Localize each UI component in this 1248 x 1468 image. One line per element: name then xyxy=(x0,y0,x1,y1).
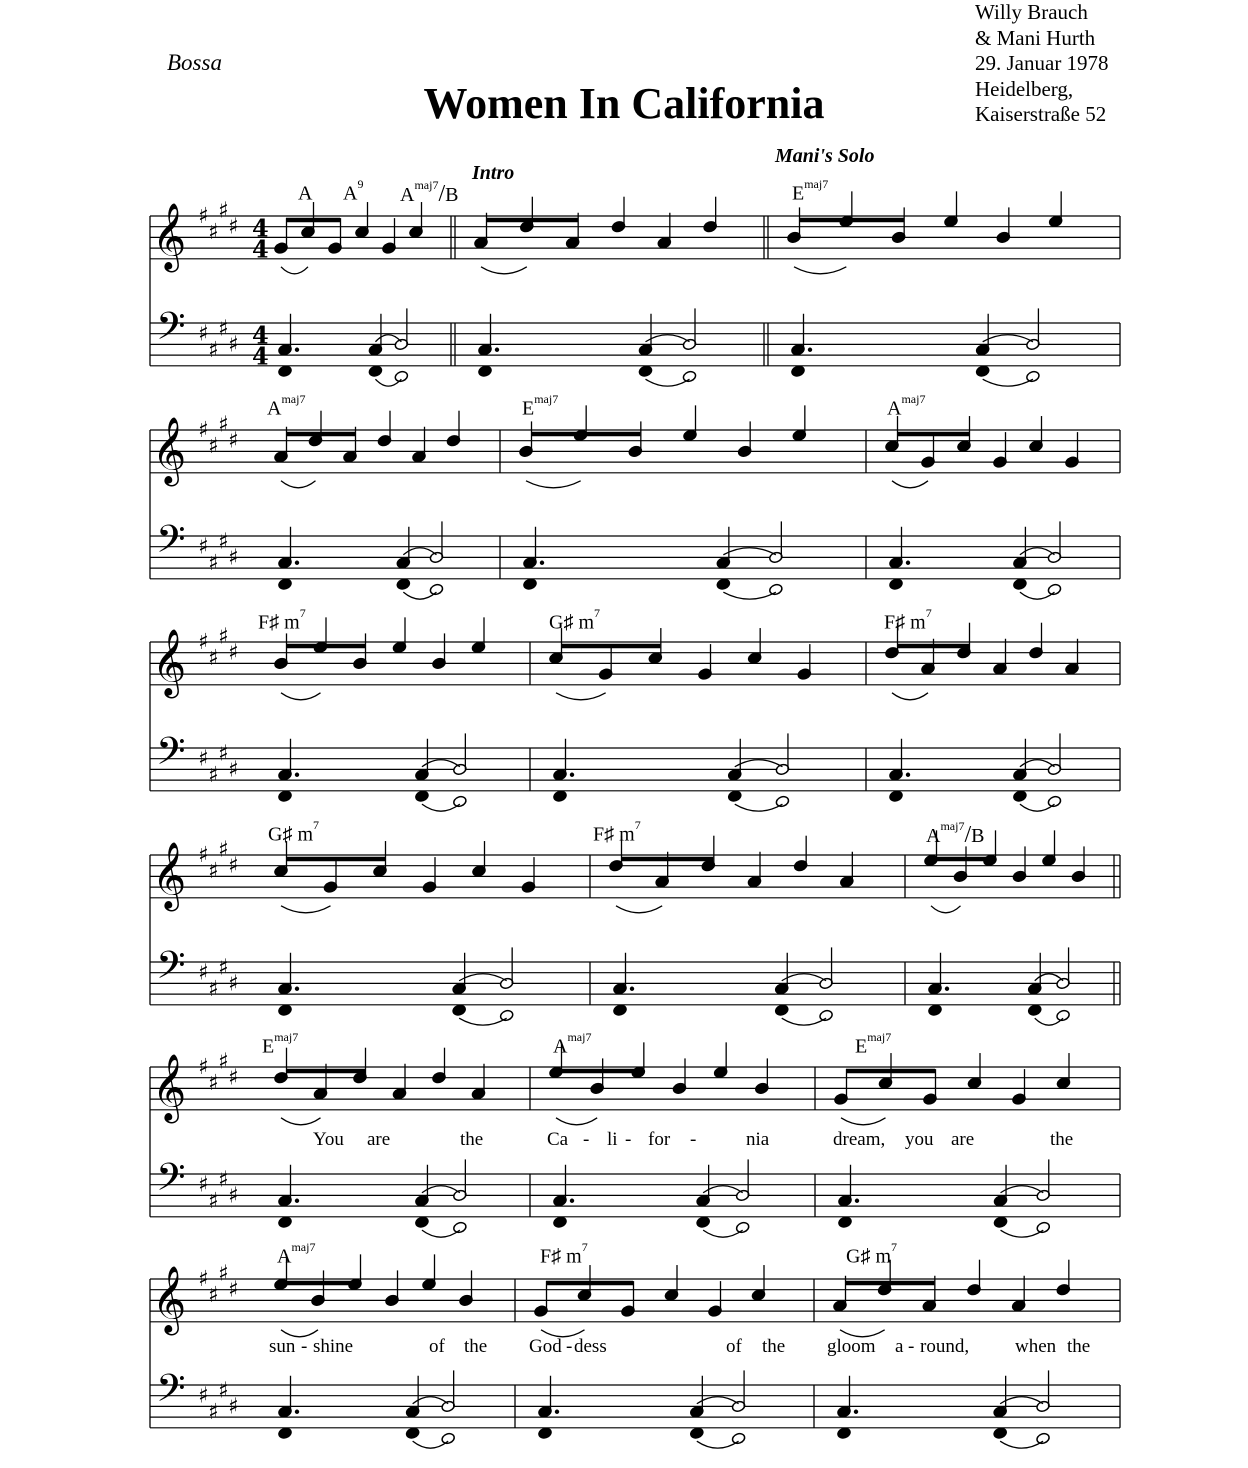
tie xyxy=(723,548,775,555)
bass-clef: 𝄢 xyxy=(156,516,186,571)
treble-clef: 𝄞 xyxy=(152,627,187,696)
dot xyxy=(906,773,910,777)
key-signature-sharp: ♯ xyxy=(208,550,219,576)
key-signature-sharp: ♯ xyxy=(218,1167,229,1193)
notehead xyxy=(553,1216,568,1229)
key-signature-sharp: ♯ xyxy=(218,955,229,981)
tie xyxy=(723,592,775,599)
tie xyxy=(782,1018,826,1025)
chord-symbol: $A^{maj7}$ xyxy=(553,1030,592,1058)
notehead xyxy=(889,790,904,803)
treble-clef: 𝄞 xyxy=(152,1264,187,1333)
lyric-syllable: of xyxy=(429,1336,445,1357)
lyric-syllable: gloom xyxy=(827,1336,876,1357)
notehead xyxy=(452,795,467,808)
dot xyxy=(295,348,299,352)
tie xyxy=(841,1118,886,1125)
notehead xyxy=(452,1004,467,1017)
dot xyxy=(295,773,299,777)
notehead xyxy=(1013,790,1028,803)
chord-symbol: $A^{maj7}$ xyxy=(267,392,306,420)
chord-symbol: G♯ $m^7$ xyxy=(846,1240,897,1268)
key-signature-sharp: ♯ xyxy=(228,757,239,783)
bass-clef: 𝄢 xyxy=(156,942,186,997)
notehead xyxy=(538,1427,553,1440)
notehead xyxy=(727,790,742,803)
credit-line: Willy Brauch xyxy=(975,0,1088,24)
lyric-syllable: the xyxy=(762,1336,786,1357)
staff-system-4 xyxy=(150,830,1120,1025)
tempo-marking: Bossa xyxy=(167,50,222,75)
notehead xyxy=(791,365,806,378)
chord-symbol: F♯ $m^7$ xyxy=(258,606,306,634)
notehead xyxy=(396,578,411,591)
credit-line: Heidelberg, xyxy=(975,76,1074,101)
notehead xyxy=(278,365,293,378)
dot xyxy=(906,561,910,565)
key-signature-sharp: ♯ xyxy=(218,529,229,555)
dot xyxy=(854,1410,858,1414)
notehead xyxy=(429,583,444,596)
notehead xyxy=(405,1427,420,1440)
lyric-syllable: the xyxy=(460,1129,484,1150)
notehead xyxy=(993,1427,1008,1440)
key-signature-sharp: ♯ xyxy=(208,976,219,1002)
notehead xyxy=(837,1427,852,1440)
notehead xyxy=(368,365,383,378)
dot xyxy=(808,348,812,352)
tie xyxy=(556,1118,597,1125)
staff-system-3 xyxy=(150,617,1120,811)
key-signature-sharp: ♯ xyxy=(198,1267,209,1292)
lyric-syllable: you xyxy=(905,1129,934,1150)
notehead xyxy=(819,1009,834,1022)
dot xyxy=(570,773,574,777)
notehead xyxy=(1036,1432,1051,1445)
lyric-syllable: nia xyxy=(746,1129,770,1150)
lyric-syllable: are xyxy=(951,1129,975,1150)
lyric-hyphen: - xyxy=(625,1129,632,1150)
notehead xyxy=(478,365,493,378)
bass-clef: 𝄢 xyxy=(156,303,186,358)
key-signature-sharp: ♯ xyxy=(228,640,239,666)
lyric-syllable: shine xyxy=(313,1336,354,1357)
notehead xyxy=(452,1221,467,1234)
notehead xyxy=(689,1427,704,1440)
chord-symbol: $E^{maj7}$ xyxy=(792,177,829,205)
key-signature-sharp: ♯ xyxy=(228,853,239,879)
key-signature-sharp: ♯ xyxy=(198,1383,209,1409)
lyric-syllable: Ca xyxy=(547,1129,569,1150)
key-signature-sharp: ♯ xyxy=(198,630,209,655)
tie xyxy=(794,267,846,274)
notehead xyxy=(278,1427,293,1440)
key-signature-sharp: ♯ xyxy=(218,1261,229,1287)
key-signature-sharp: ♯ xyxy=(228,1183,239,1209)
lyric-syllable: when xyxy=(1015,1336,1057,1357)
time-signature-numerator: 4 xyxy=(252,213,269,243)
dot xyxy=(630,987,634,991)
notehead xyxy=(415,790,430,803)
dot xyxy=(295,1410,299,1414)
tie xyxy=(1001,1186,1044,1193)
lyric-hyphen: - xyxy=(583,1129,590,1150)
tie xyxy=(459,1018,507,1025)
key-signature-sharp: ♯ xyxy=(198,204,209,229)
notehead xyxy=(638,365,653,378)
key-signature-sharp: ♯ xyxy=(208,1071,219,1097)
key-signature-sharp: ♯ xyxy=(208,220,219,246)
chord-symbol: $E^{maj7}$ xyxy=(262,1030,299,1058)
tie xyxy=(459,974,507,981)
section-label-intro: Intro xyxy=(472,162,515,184)
key-signature-sharp: ♯ xyxy=(198,1055,209,1080)
key-signature-sharp: ♯ xyxy=(218,1049,229,1075)
key-signature-sharp: ♯ xyxy=(198,418,209,443)
notehead xyxy=(523,578,538,591)
lyric-syllable: a xyxy=(895,1336,904,1357)
notehead xyxy=(731,1432,746,1445)
tie xyxy=(481,267,527,274)
notehead xyxy=(394,370,409,383)
credit-line: 29. Januar 1978 xyxy=(975,51,1109,75)
tie xyxy=(983,379,1033,386)
notehead xyxy=(889,578,904,591)
key-signature-sharp: ♯ xyxy=(208,1188,219,1214)
lyric-syllable: li xyxy=(607,1129,618,1150)
key-signature-sharp: ♯ xyxy=(228,214,239,240)
staff-system-5 xyxy=(150,1042,1120,1237)
dot xyxy=(495,348,499,352)
lyric-syllable: the xyxy=(1067,1336,1091,1357)
notehead xyxy=(928,1004,943,1017)
key-signature-sharp: ♯ xyxy=(198,960,209,986)
tie xyxy=(526,481,581,488)
chord-symbol: $A^{maj7}$ xyxy=(277,1240,316,1268)
bass-clef: 𝄢 xyxy=(156,1365,186,1420)
lyric-syllable: for xyxy=(648,1129,671,1150)
tie xyxy=(931,906,961,913)
notehead xyxy=(1047,583,1062,596)
key-signature-sharp: ♯ xyxy=(218,1378,229,1404)
tie xyxy=(281,906,331,913)
notehead xyxy=(975,365,990,378)
lyric-syllable: dream, xyxy=(833,1129,886,1150)
lyric-syllable: are xyxy=(367,1129,391,1150)
notehead xyxy=(441,1432,456,1445)
key-signature-sharp: ♯ xyxy=(228,1065,239,1091)
key-signature-sharp: ♯ xyxy=(218,198,229,224)
chord-symbol: $E^{maj7}$ xyxy=(522,392,559,420)
time-signature-denominator: 4 xyxy=(252,234,269,264)
chord-symbol: $A^{maj7}/B$ xyxy=(400,178,459,207)
notehead xyxy=(499,1009,514,1022)
lyric-syllable: dess xyxy=(574,1336,607,1357)
key-signature-sharp: ♯ xyxy=(198,746,209,772)
key-signature-sharp: ♯ xyxy=(198,843,209,868)
time-signature-numerator: 4 xyxy=(252,320,269,350)
credit-line: & Mani Hurth xyxy=(975,25,1096,50)
tie xyxy=(646,335,690,342)
dot xyxy=(295,561,299,565)
notehead xyxy=(716,578,731,591)
key-signature-sharp: ♯ xyxy=(228,428,239,454)
bass-clef: 𝄢 xyxy=(156,1154,186,1209)
lyric-syllable: God xyxy=(529,1336,562,1357)
staff-system-6 xyxy=(150,1254,1120,1448)
treble-clef: 𝄞 xyxy=(152,1052,187,1121)
song-title: Women In California xyxy=(423,79,825,128)
tie xyxy=(735,804,783,811)
tie xyxy=(646,379,690,386)
tie xyxy=(281,267,308,274)
key-signature-sharp: ♯ xyxy=(228,1277,239,1303)
chord-symbol: $E^{maj7}$ xyxy=(855,1030,892,1058)
tie xyxy=(840,1330,885,1337)
key-signature-sharp: ♯ xyxy=(208,1399,219,1425)
notehead xyxy=(415,1216,430,1229)
tie xyxy=(697,1441,739,1448)
chord-symbol: F♯ $m^7$ xyxy=(884,606,932,634)
lyric-syllable: the xyxy=(1050,1129,1074,1150)
tie xyxy=(703,1230,743,1237)
dot xyxy=(855,1199,859,1203)
notehead xyxy=(1036,1221,1051,1234)
key-signature-sharp: ♯ xyxy=(218,741,229,767)
key-signature-sharp: ♯ xyxy=(198,534,209,560)
notehead xyxy=(682,370,697,383)
tie xyxy=(782,974,826,981)
key-signature-sharp: ♯ xyxy=(208,434,219,460)
notehead xyxy=(838,1216,853,1229)
tie xyxy=(281,1330,318,1337)
section-label-solo: Mani's Solo xyxy=(775,145,875,167)
tie xyxy=(697,1397,739,1404)
tie xyxy=(735,760,783,767)
notehead xyxy=(1047,795,1062,808)
key-signature-sharp: ♯ xyxy=(218,837,229,863)
time-signature-denominator: 4 xyxy=(252,341,269,371)
notehead xyxy=(278,1004,293,1017)
staff-system-2 xyxy=(150,405,1120,599)
notehead xyxy=(553,790,568,803)
notehead xyxy=(278,790,293,803)
key-signature-sharp: ♯ xyxy=(208,1283,219,1309)
key-signature-sharp: ♯ xyxy=(208,762,219,788)
chord-symbol: F♯ $m^7$ xyxy=(540,1240,588,1268)
tie xyxy=(1001,1230,1044,1237)
dot xyxy=(555,1410,559,1414)
notehead xyxy=(775,795,790,808)
key-signature-sharp: ♯ xyxy=(228,545,239,571)
notehead xyxy=(993,1216,1008,1229)
chord-symbol: A xyxy=(298,182,313,205)
lyric-hyphen: - xyxy=(301,1336,308,1357)
key-signature-sharp: ♯ xyxy=(228,971,239,997)
tie xyxy=(541,1330,585,1337)
lyric-syllable: round, xyxy=(920,1336,970,1357)
key-signature-sharp: ♯ xyxy=(228,1394,239,1420)
tie xyxy=(281,693,321,700)
key-signature-sharp: ♯ xyxy=(208,337,219,363)
notehead xyxy=(1056,1009,1071,1022)
credit-line: Kaiserstraße 52 xyxy=(975,102,1107,126)
key-signature-sharp: ♯ xyxy=(218,412,229,438)
tie xyxy=(892,693,928,700)
tie xyxy=(1000,1397,1043,1404)
treble-clef: 𝄞 xyxy=(152,201,187,270)
lyric-syllable: sun xyxy=(269,1336,296,1357)
notehead xyxy=(613,1004,628,1017)
bass-clef: 𝄢 xyxy=(156,728,186,783)
lyric-hyphen: - xyxy=(690,1129,697,1150)
notehead xyxy=(278,578,293,591)
key-signature-sharp: ♯ xyxy=(198,321,209,347)
lyric-syllable: the xyxy=(464,1336,488,1357)
lyric-syllable: of xyxy=(726,1336,742,1357)
dot xyxy=(570,1199,574,1203)
chord-symbol: G♯ $m^7$ xyxy=(268,818,319,846)
dot xyxy=(945,987,949,991)
tie xyxy=(281,481,316,488)
lyric-hyphen: - xyxy=(566,1336,573,1357)
chord-symbol: F♯ $m^7$ xyxy=(593,818,641,846)
dot xyxy=(295,987,299,991)
chord-symbol: $A^{maj7}$ xyxy=(887,392,926,420)
notehead xyxy=(735,1221,750,1234)
treble-clef: 𝄞 xyxy=(152,415,187,484)
notehead xyxy=(278,1216,293,1229)
notehead xyxy=(774,1004,789,1017)
tie xyxy=(556,693,606,700)
tie xyxy=(892,481,928,488)
key-signature-sharp: ♯ xyxy=(218,316,229,342)
key-signature-sharp: ♯ xyxy=(208,859,219,885)
tie xyxy=(983,335,1033,342)
key-signature-sharp: ♯ xyxy=(198,1172,209,1198)
lyric-syllable: You xyxy=(313,1129,344,1150)
key-signature-sharp: ♯ xyxy=(208,646,219,672)
tie xyxy=(281,1118,321,1125)
tie xyxy=(1000,1441,1043,1448)
notehead xyxy=(1026,370,1041,383)
notehead xyxy=(1027,1004,1042,1017)
chord-symbol: $A^{maj7}/B$ xyxy=(926,819,985,848)
dot xyxy=(540,561,544,565)
treble-clef: 𝄞 xyxy=(152,840,187,909)
notehead xyxy=(1013,578,1028,591)
tie xyxy=(616,906,662,913)
dot xyxy=(295,1199,299,1203)
key-signature-sharp: ♯ xyxy=(218,624,229,650)
staff-system-1 xyxy=(150,191,1120,386)
chord-symbol: G♯ $m^7$ xyxy=(549,606,600,634)
key-signature-sharp: ♯ xyxy=(228,332,239,358)
notehead xyxy=(696,1216,711,1229)
chord-symbol: $A^9$ xyxy=(343,177,364,205)
lyric-hyphen: - xyxy=(908,1336,915,1357)
